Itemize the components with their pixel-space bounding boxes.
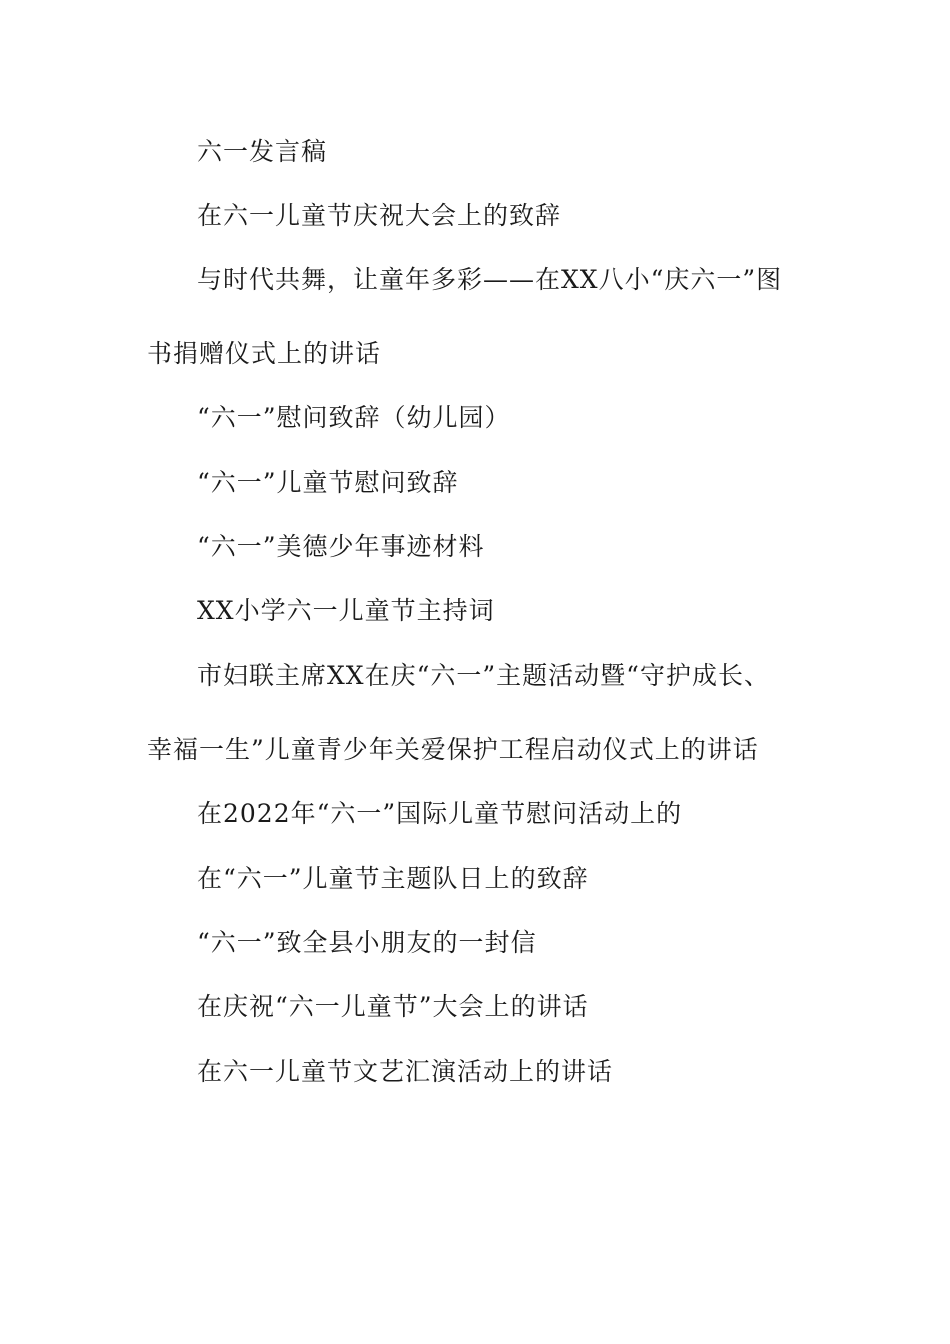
doc-line-4: 书捐赠仪式上的讲话 <box>147 339 382 368</box>
doc-line-14: 在庆祝“六一儿童节”大会上的讲话 <box>197 992 589 1021</box>
doc-line-2: 在六一儿童节庆祝大会上的致辞 <box>197 201 562 230</box>
doc-line-11: 在2022年“六一”国际儿童节慰问活动上的 <box>197 799 683 828</box>
doc-line-5: “六一”慰问致辞（幼儿园） <box>197 403 511 432</box>
doc-line-3: 与时代共舞，让童年多彩——在XX八小“庆六一”图 <box>197 265 783 294</box>
doc-line-9: 市妇联主席XX在庆“六一”主题活动暨“守护成长、 <box>197 661 770 690</box>
doc-line-6: “六一”儿童节慰问致辞 <box>197 468 459 497</box>
doc-line-13: “六一”致全县小朋友的一封信 <box>197 928 537 957</box>
doc-line-1: 六一发言稿 <box>197 137 328 166</box>
doc-line-10: 幸福一生”儿童青少年关爱保护工程启动仪式上的讲话 <box>147 735 759 764</box>
doc-line-15: 在六一儿童节文艺汇演活动上的讲话 <box>197 1057 614 1086</box>
doc-line-7: “六一”美德少年事迹材料 <box>197 532 485 561</box>
doc-line-8: XX小学六一儿童节主持词 <box>197 596 495 625</box>
doc-line-12: 在“六一”儿童节主题队日上的致辞 <box>197 864 589 893</box>
